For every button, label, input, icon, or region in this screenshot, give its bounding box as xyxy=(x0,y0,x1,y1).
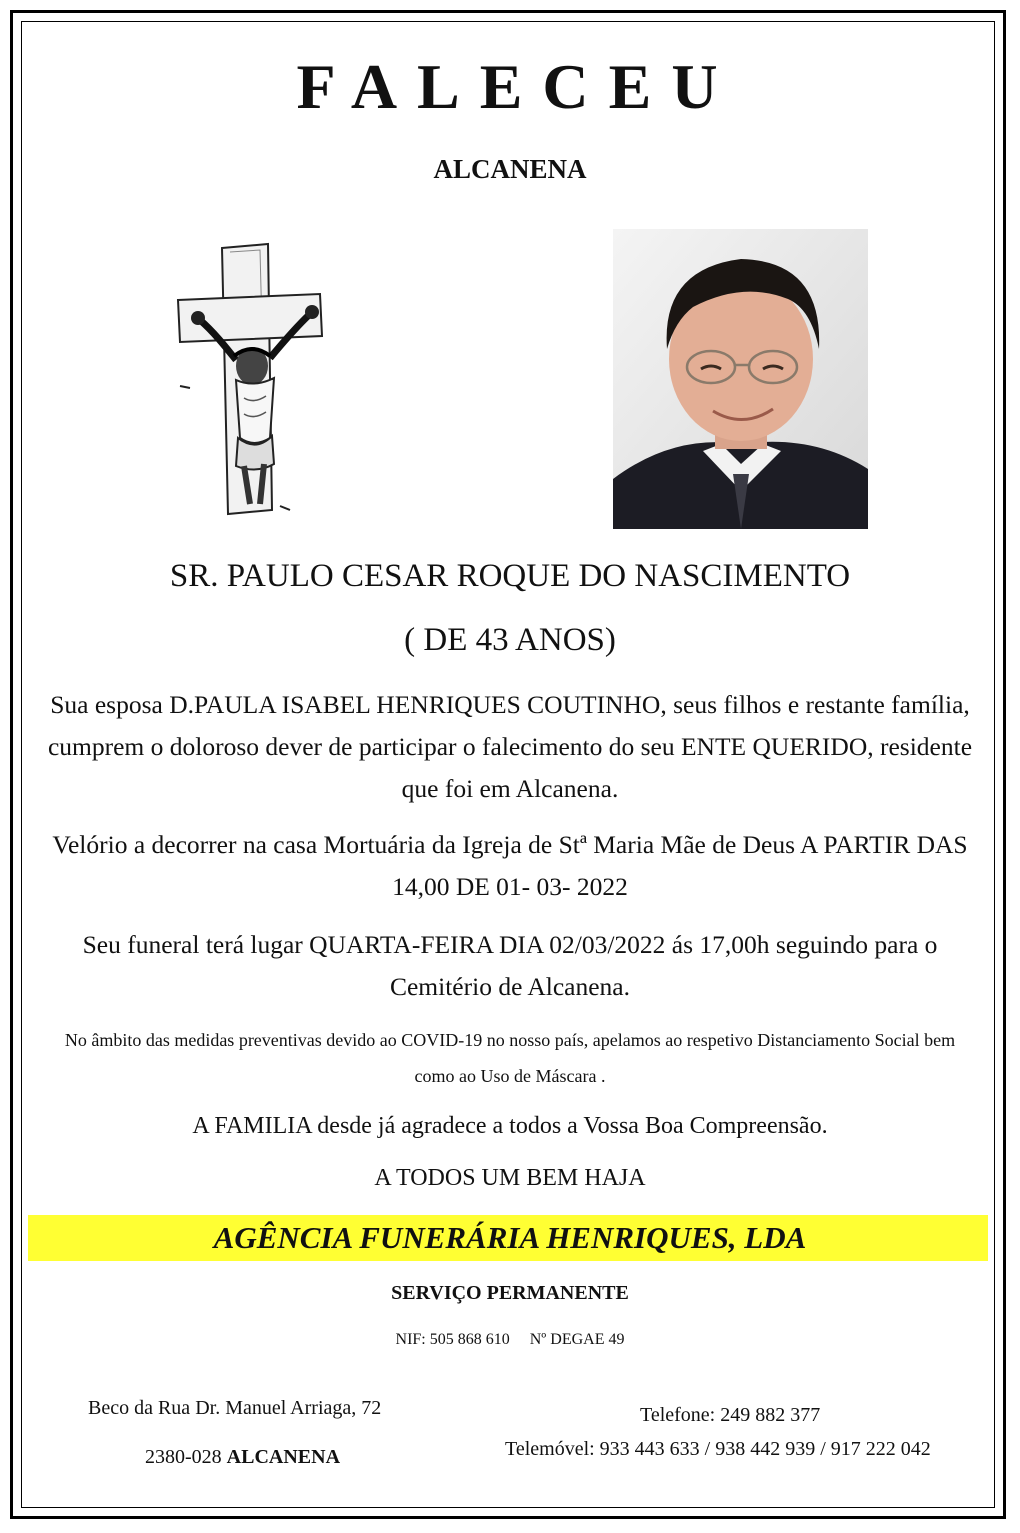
mobile-numbers: Telemóvel: 933 443 633 / 938 442 939 / 917 222 042 xyxy=(505,1438,931,1460)
nif-number: NIF: 505 868 610 xyxy=(395,1331,510,1348)
farewell-line: A TODOS UM BEM HAJA xyxy=(374,1165,646,1191)
agency-name: AGÊNCIA FUNERÁRIA HENRIQUES, LDA xyxy=(213,1220,807,1255)
funeral-paragraph: Seu funeral terá lugar QUARTA-FEIRA DIA 02/03/2022 ás 17,00h seguindo para o Cemitério de Alcanena. xyxy=(82,930,938,1001)
service-label: SERVIÇO PERMANENTE xyxy=(391,1282,629,1304)
registration-info xyxy=(0,1327,1020,1353)
deceased-age: ( DE 43 ANOS) xyxy=(404,622,616,658)
portrait-photo xyxy=(613,229,868,529)
thanks-line: A FAMILIA desde já agradece a todos a Vossa Boa Compreensão. xyxy=(192,1113,828,1139)
covid-notice: No âmbito das medidas preventivas devido ao COVID-19 no nosso país, apelamos ao respetivo Distanciamento Social bem como ao Uso de Máscara . xyxy=(64,1030,956,1086)
address-town: ALCANENA xyxy=(226,1446,341,1468)
deceased-name: SR. PAULO CESAR ROQUE DO NASCIMENTO xyxy=(169,558,851,594)
postal-line xyxy=(145,1443,340,1471)
phone-number: Telefone: 249 882 377 xyxy=(640,1404,821,1426)
family-paragraph: Sua esposa D.PAULA ISABEL HENRIQUES COUTINHO, seus filhos e restante família, cumprem o doloroso dever de participar o falecimento do seu ENTE QUERIDO, residente que foi em Alcanena. xyxy=(47,690,973,803)
wake-paragraph: Velório a decorrer na casa Mortuária da Igreja de Stª Maria Mãe de Deus A PARTIR DAS 14,00 DE 01- 03- 2022 xyxy=(52,830,968,901)
degae-number: Nº DEGAE 49 xyxy=(529,1331,625,1348)
town-heading: ALCANENA xyxy=(433,154,587,184)
notice-title: FALECEU xyxy=(296,51,738,122)
crucifix-image xyxy=(170,238,335,518)
address-line: Beco da Rua Dr. Manuel Arriaga, 72 xyxy=(88,1397,382,1419)
postal-code: 2380-028 xyxy=(145,1446,222,1468)
